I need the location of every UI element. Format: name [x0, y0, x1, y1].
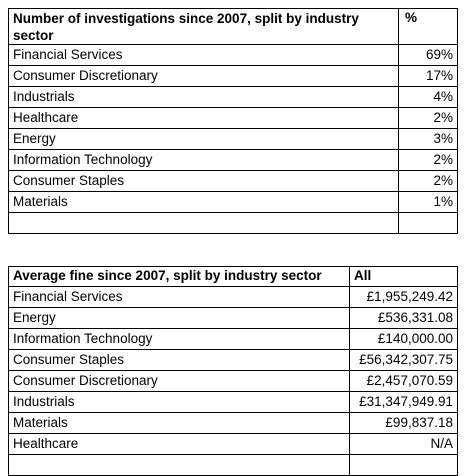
percent-cell: 2%: [399, 171, 458, 192]
fine-cell: £2,457,070.59: [350, 371, 458, 392]
average-fine-table: [8, 266, 458, 476]
table-row: [9, 287, 458, 308]
sector-cell: Consumer Discretionary: [9, 66, 399, 87]
table-row: [9, 171, 458, 192]
column-header-sector: Average fine since 2007, split by industry sector: [9, 267, 350, 287]
fine-cell: £99,837.18: [350, 413, 458, 434]
table-row: [9, 87, 458, 108]
column-header-percent: %: [399, 9, 458, 45]
table-row: [9, 371, 458, 392]
percent-cell: 1%: [399, 192, 458, 213]
sector-cell: Information Technology: [9, 329, 350, 350]
table-row: [9, 392, 458, 413]
sector-cell: Energy: [9, 129, 399, 150]
percent-cell: 2%: [399, 150, 458, 171]
sector-cell: Healthcare: [9, 108, 399, 129]
empty-cell: [399, 213, 458, 234]
fine-cell: £31,347,949.91: [350, 392, 458, 413]
percent-cell: 17%: [399, 66, 458, 87]
sector-cell: Consumer Discretionary: [9, 371, 350, 392]
sector-cell: Consumer Staples: [9, 350, 350, 371]
fine-cell: £56,342,307.75: [350, 350, 458, 371]
column-header-sector: Number of investigations since 2007, split by industry sector: [9, 9, 399, 45]
percent-cell: 4%: [399, 87, 458, 108]
percent-cell: 2%: [399, 108, 458, 129]
table-row: [9, 413, 458, 434]
sector-cell: Energy: [9, 308, 350, 329]
table-row: [9, 350, 458, 371]
table-row: [9, 434, 458, 455]
percent-cell: 3%: [399, 129, 458, 150]
fine-cell: £536,331.08: [350, 308, 458, 329]
fine-cell: N/A: [350, 434, 458, 455]
table-row: [9, 66, 458, 87]
empty-cell: [350, 455, 458, 476]
table-row: [9, 308, 458, 329]
column-header-all: All: [350, 267, 458, 287]
sector-cell: Financial Services: [9, 287, 350, 308]
sector-cell: Industrials: [9, 87, 399, 108]
empty-cell: [9, 455, 350, 476]
table-row: [9, 192, 458, 213]
percent-cell: 69%: [399, 45, 458, 66]
sector-cell: Industrials: [9, 392, 350, 413]
table-row: [9, 45, 458, 66]
table-header-row: [9, 9, 458, 45]
table-row: [9, 150, 458, 171]
fine-cell: £1,955,249.42: [350, 287, 458, 308]
table-row: [9, 329, 458, 350]
table-row: [9, 108, 458, 129]
sector-cell: Materials: [9, 192, 399, 213]
empty-row: [9, 455, 458, 476]
sector-cell: Financial Services: [9, 45, 399, 66]
sector-cell: Materials: [9, 413, 350, 434]
empty-row: [9, 213, 458, 234]
empty-cell: [9, 213, 399, 234]
sector-cell: Healthcare: [9, 434, 350, 455]
fine-cell: £140,000.00: [350, 329, 458, 350]
sector-cell: Information Technology: [9, 150, 399, 171]
investigations-table: [8, 8, 458, 234]
table-header-row: [9, 267, 458, 287]
table-row: [9, 129, 458, 150]
sector-cell: Consumer Staples: [9, 171, 399, 192]
